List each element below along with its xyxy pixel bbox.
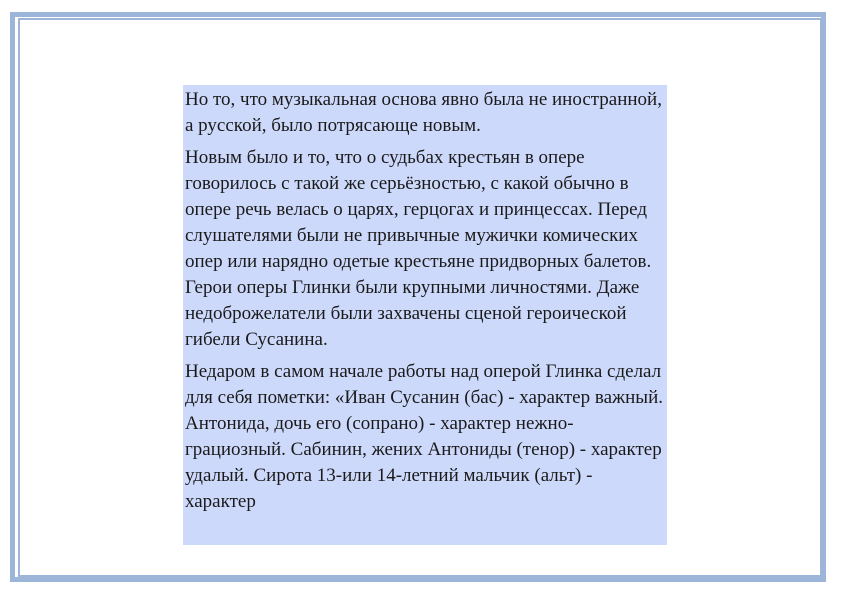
text-block [183, 85, 667, 545]
paragraph-3: Недаром в самом начале работы над оперой Глинка сделал для себя пометки: «Иван Сусанин (бас) - характер важный. Антонида, дочь его (сопрано) - характер нежно-грациозный. Сабинин, жених Антониды (тенор) - характер удалый. Сирота 13-или 14-летний мальчик (альт) - характер [185, 361, 663, 512]
paragraph-1: Но то, что музыкальная основа явно была не иностранной, а русской, было потрясающе новым. [185, 89, 662, 136]
paragraph-2: Новым было и то, что о судьбах крестьян в опере говорилось с такой же серьёзностью, с какой обычно в опере речь велась о царях, герцогах и принцессах. Перед слушателями были не привычные мужички комических опер или нарядно одетые крестьяне придворных балетов. Герои оперы Глинки были крупными личностями. Даже недоброжелатели были захвачены сценой героической гибели Сусанина. [185, 147, 652, 350]
